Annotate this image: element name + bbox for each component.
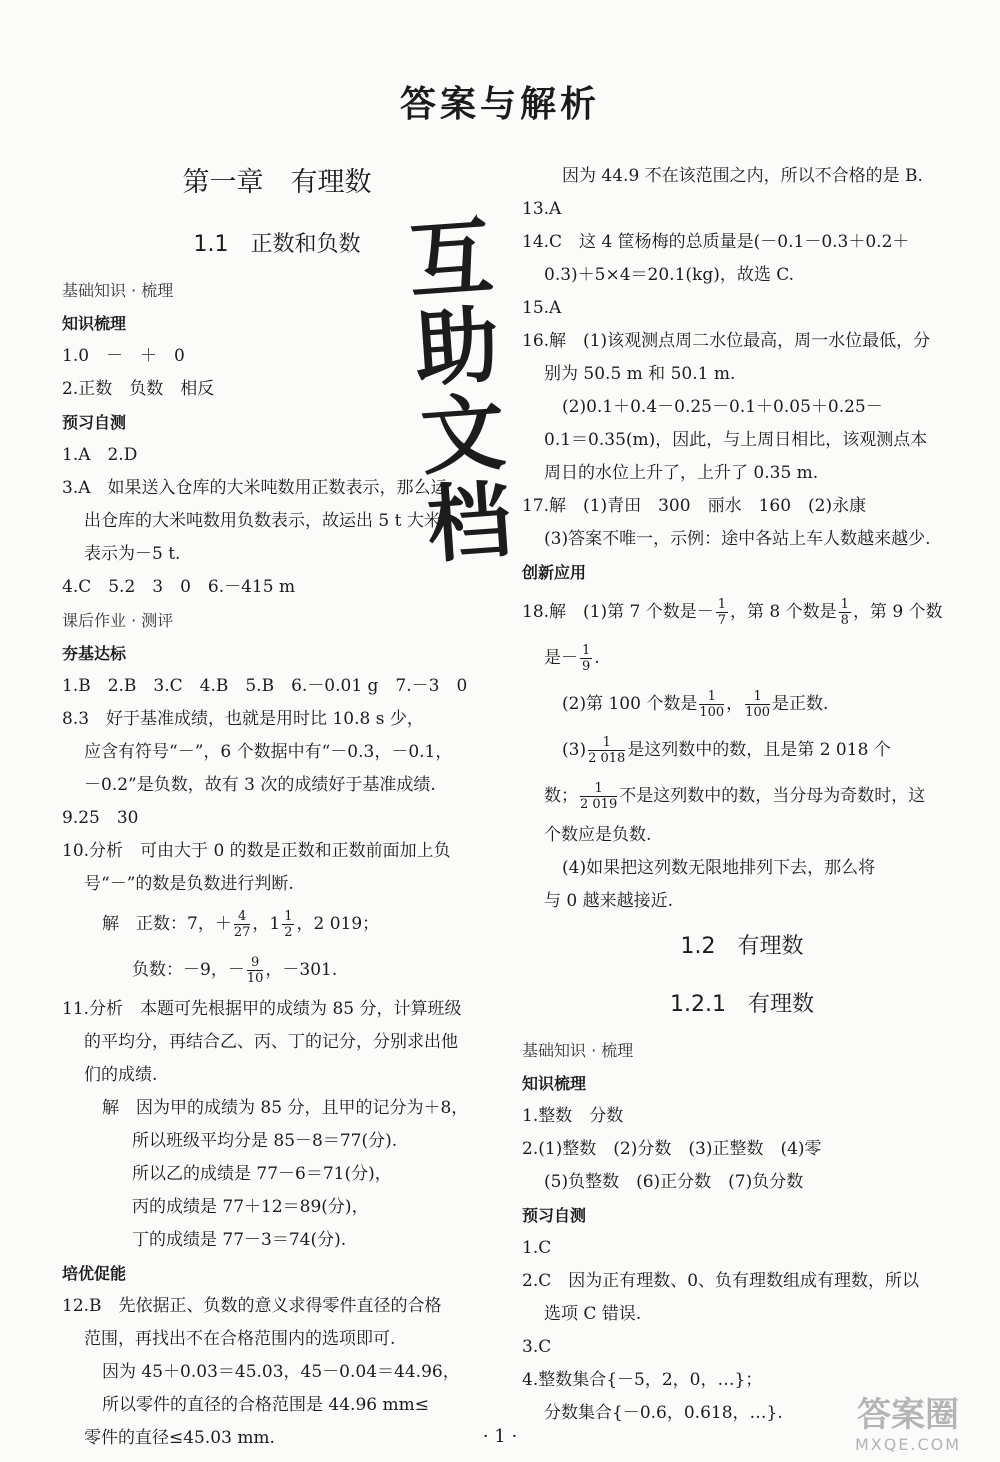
subsection-label: 预习自测 <box>522 1206 587 1225</box>
denominator: 2 018 <box>588 751 626 766</box>
answer-line: 范围，再找出不在合格范围内的选项即可. <box>84 1329 396 1349</box>
page-number: · 1 · <box>482 1426 518 1447</box>
answer-line-with-fractions <box>62 901 492 947</box>
answer-line: 10.分析 可由大于 0 的数是正数和正数前面加上负 <box>62 841 451 861</box>
text-run: 解 正数：7，＋ <box>102 914 232 934</box>
answer-line: 4.C 5.2 3 0 6.－415 m <box>62 577 296 597</box>
fraction <box>716 597 728 628</box>
denominator: 8 <box>840 613 849 628</box>
answer-line-with-fractions <box>522 773 962 819</box>
answer-line: 因为 45＋0.03＝45.03，45－0.04＝44.96， <box>102 1362 460 1382</box>
answer-line: 们的成绩. <box>84 1065 158 1085</box>
section-heading: 1.2 有理数 <box>680 934 804 959</box>
numerator: 1 <box>284 909 293 924</box>
fraction <box>247 955 264 986</box>
denominator: 7 <box>717 613 727 628</box>
text-run: ，2 019； <box>296 914 380 934</box>
answer-line: 14.C 这 4 筐杨梅的总质量是(－0.1－0.3＋0.2＋ <box>522 232 910 252</box>
fraction <box>234 909 251 940</box>
answer-line: 3.C <box>522 1337 552 1357</box>
answer-line: 2.正数 负数 相反 <box>62 379 215 399</box>
answer-line: 的平均分，再结合乙、丙、丁的记分，分别求出他 <box>84 1032 458 1052</box>
answer-line: 16.解 (1)该观测点周二水位最高，周一水位最低，分 <box>522 331 931 351</box>
numerator: 1 <box>580 781 617 797</box>
denominator: 2 019 <box>580 797 618 812</box>
answer-line: 应含有符号“－”，6 个数据中有“－0.3，－0.1， <box>84 742 453 762</box>
subsection-heading: 1.2.1 有理数 <box>670 992 814 1017</box>
answer-line: 9.25 30 <box>62 808 139 828</box>
handwritten-char: 互 <box>405 207 497 312</box>
fraction <box>699 689 724 720</box>
answer-line: 别为 50.5 m 和 50.1 m. <box>544 364 736 384</box>
answer-line: 选项 C 错误. <box>544 1304 642 1324</box>
text-run: ，－301. <box>265 960 338 980</box>
text-run: 数； <box>544 786 578 806</box>
answer-line: 因为 44.9 不在该范围之内，所以不合格的是 B. <box>562 166 923 186</box>
subsection-label: 创新应用 <box>522 563 587 582</box>
answer-line: 17.解 (1)青田 300 丽水 160 (2)永康 <box>522 496 867 516</box>
answer-line-with-fractions <box>522 681 962 727</box>
numerator: 1 <box>588 735 625 751</box>
numerator: 1 <box>717 597 727 612</box>
text-run: 负数：－9，－ <box>132 960 245 980</box>
right-column <box>522 160 962 1430</box>
fraction <box>839 597 851 628</box>
answer-line: 2.C 因为正有理数、0、负有理数组成有理数，所以 <box>522 1271 920 1291</box>
answer-line: 零件的直径≤45.03 mm. <box>84 1428 275 1448</box>
answer-line: 1.C <box>522 1238 552 1258</box>
left-column <box>62 150 492 1455</box>
answer-line-with-fractions <box>62 947 492 993</box>
chapter-heading: 第一章 有理数 <box>182 167 372 198</box>
answer-line: 0.3)＋5×4＝20.1(kg)，故选 C. <box>544 265 795 285</box>
answer-line: 1.0 － ＋ 0 <box>62 346 185 366</box>
text-run: 18.解 (1)第 7 个数是－ <box>522 602 714 622</box>
section-label: 课后作业 · 测评 <box>62 611 174 630</box>
text-run: 不是这列数中的数，当分母为奇数时，这 <box>619 786 926 806</box>
denominator: 10 <box>246 971 264 986</box>
answer-line: 所以零件的直径的合格范围是 44.96 mm≤ <box>102 1395 429 1415</box>
watermark-url: MXQE.COM <box>854 1435 962 1454</box>
answer-line: 13.A <box>522 199 562 219</box>
answer-line: 0.1＝0.35(m)，因此，与上周日相比，该观测点本 <box>544 430 928 450</box>
answer-line: 11.分析 本题可先根据甲的成绩为 85 分，计算班级 <box>62 999 462 1019</box>
answer-line: 2.(1)整数 (2)分数 (3)正整数 (4)零 <box>522 1139 822 1159</box>
answer-line: 8.3 好于基准成绩，也就是用时比 10.8 s 少， <box>62 709 424 729</box>
answer-line-with-fractions <box>522 635 962 681</box>
answer-line: 15.A <box>522 298 562 318</box>
answer-line-with-fractions <box>522 727 962 773</box>
answer-line: 3.A 如果送入仓库的大米吨数用正数表示，那么运 <box>62 478 448 498</box>
denominator: 2 <box>284 925 293 940</box>
handwritten-char: 助 <box>411 295 503 399</box>
denominator: 27 <box>233 925 251 940</box>
denominator: 100 <box>699 705 725 720</box>
fraction <box>580 643 592 674</box>
answer-line: 4.整数集合{－5，2，0，…}； <box>522 1370 763 1390</box>
subsection-label: 夯基达标 <box>62 644 127 663</box>
page-title: 答案与解析 <box>399 84 600 125</box>
numerator: 1 <box>582 643 591 658</box>
fraction <box>588 735 625 766</box>
text-run: ， <box>726 694 744 714</box>
watermark-text: 答案圈 <box>857 1395 959 1435</box>
handwritten-char: 文 <box>417 383 509 487</box>
text-run: (3) <box>562 740 587 760</box>
text-run: . <box>594 648 600 668</box>
answer-line-with-fractions <box>522 589 962 635</box>
answer-line: －0.2”是负数，故有 3 次的成绩好于基准成绩. <box>84 775 436 795</box>
fraction <box>745 689 770 720</box>
numerator: 9 <box>247 955 264 971</box>
section-heading: 1.1 正数和负数 <box>193 232 361 257</box>
answer-line: 周日的水位上升了，上升了 0.35 m. <box>544 463 819 483</box>
answer-line: 与 0 越来越接近. <box>544 891 674 911</box>
text-run: (2)第 100 个数是 <box>562 694 698 714</box>
answer-line: 丁的成绩是 77－3＝74(分). <box>132 1230 347 1250</box>
answer-line: 1.B 2.B 3.C 4.B 5.B 6.－0.01 g 7.－3 0 <box>62 676 468 696</box>
text-run: 是正数. <box>772 694 829 714</box>
section-label: 基础知识 · 梳理 <box>62 281 174 300</box>
watermark-logo <box>828 1395 988 1454</box>
answer-line: (2)0.1＋0.4－0.25－0.1＋0.05＋0.25－ <box>562 397 883 417</box>
answer-line: (4)如果把这列数无限地排列下去，那么将 <box>562 858 876 878</box>
subsection-label: 知识梳理 <box>522 1074 587 1093</box>
section-label: 基础知识 · 梳理 <box>522 1041 634 1060</box>
answer-line: 表示为－5 t. <box>84 544 181 564</box>
answer-line: (3)答案不唯一，示例：途中各站上车人数越来越少. <box>544 529 931 549</box>
answer-line: 出仓库的大米吨数用负数表示，故运出 5 t 大米 <box>84 511 441 531</box>
fraction <box>580 781 617 812</box>
answer-line: 所以乙的成绩是 77－6＝71(分)， <box>132 1164 392 1184</box>
numerator: 1 <box>840 597 849 612</box>
numerator: 4 <box>234 909 251 925</box>
subsection-label: 知识梳理 <box>62 314 127 333</box>
denominator: 100 <box>745 705 770 720</box>
answer-line: 丙的成绩是 77＋12＝89(分)， <box>132 1197 369 1217</box>
text-run: ，第 8 个数是 <box>730 602 837 622</box>
answer-line: 号“－”的数是负数进行判断. <box>84 874 294 894</box>
text-run: ，1 <box>252 914 281 934</box>
answer-line: 12.B 先依据正、负数的意义求得零件直径的合格 <box>62 1296 442 1316</box>
text-run: 是这列数中的数，且是第 2 018 个 <box>627 740 891 760</box>
subsection-label: 预习自测 <box>62 413 127 432</box>
answer-line: 个数应是负数. <box>544 825 652 845</box>
answer-line: 所以班级平均分是 85－8＝77(分). <box>132 1131 398 1151</box>
answer-line: 解 因为甲的成绩为 85 分，且甲的记分为＋8， <box>102 1098 469 1118</box>
answer-line: 1.整数 分数 <box>522 1106 624 1126</box>
subsection-label: 培优促能 <box>62 1264 127 1283</box>
answer-line: 1.A 2.D <box>62 445 138 465</box>
numerator: 1 <box>699 689 724 705</box>
fraction <box>282 909 294 940</box>
numerator: 1 <box>745 689 770 705</box>
denominator: 9 <box>582 659 591 674</box>
answer-line: 分数集合{－0.6，0.618，…}. <box>544 1403 783 1423</box>
answer-line: (5)负整数 (6)正分数 (7)负分数 <box>544 1172 804 1192</box>
text-run: 是－ <box>544 648 578 668</box>
text-run: ，第 9 个数 <box>852 602 943 622</box>
handwritten-char: 档 <box>423 470 515 575</box>
